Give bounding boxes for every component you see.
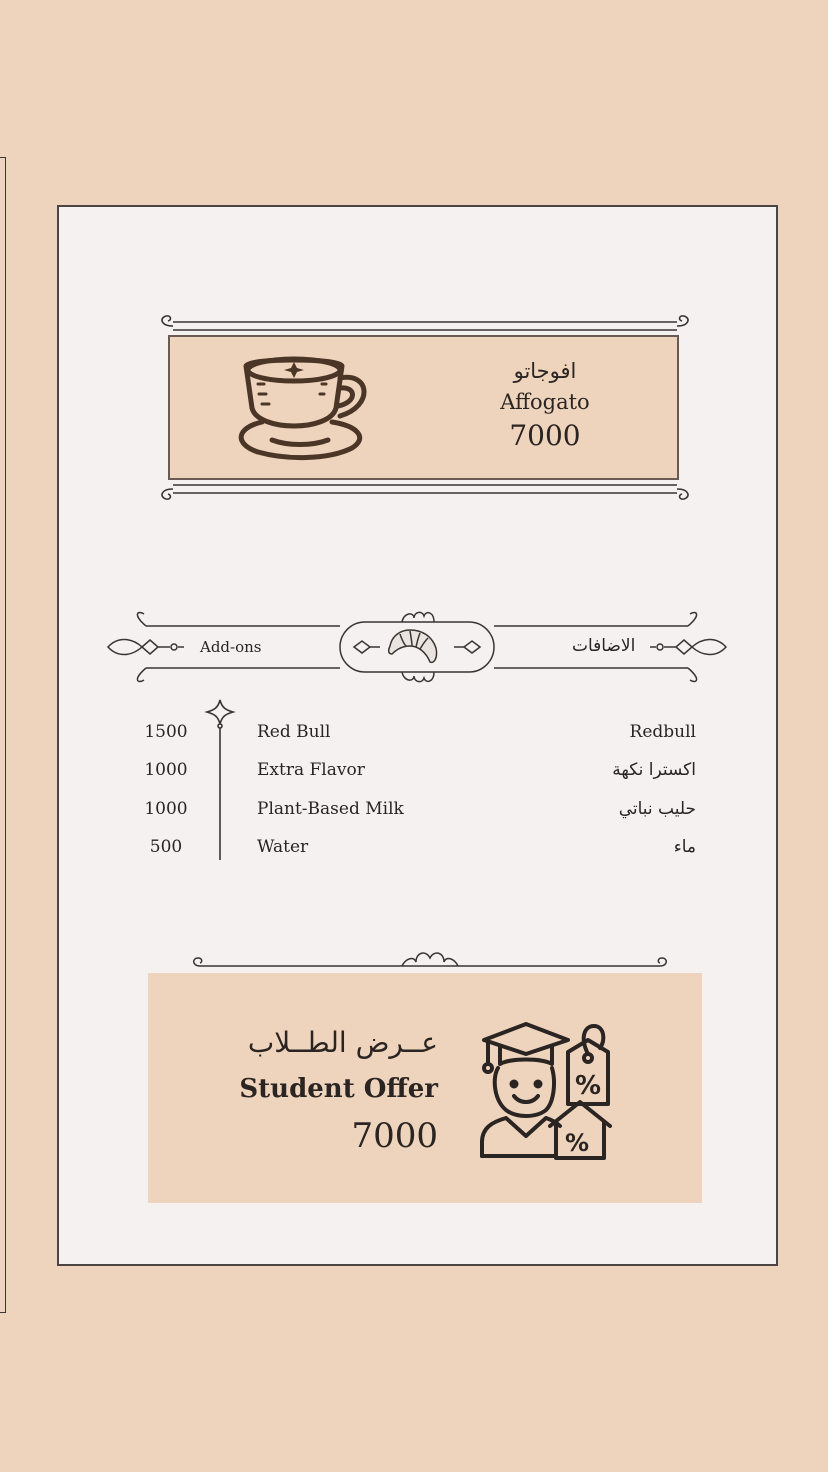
addon-price: 1000 <box>144 799 188 819</box>
offer-name-ar: عــرض الطــلاب <box>247 1026 438 1059</box>
addon-name-ar: حليب نباتي <box>618 799 696 819</box>
addon-row <box>0 755 828 785</box>
addon-name-ar: ماء <box>673 837 696 857</box>
addon-name-en: Water <box>257 837 309 857</box>
addon-row <box>0 794 828 824</box>
student-discount-icon <box>476 1018 618 1164</box>
addon-name-en: Extra Flavor <box>257 760 365 780</box>
addon-name-ar: اكسترا نكهة <box>612 760 696 780</box>
addon-name-ar: Redbull <box>629 722 696 742</box>
featured-name-en: Affogato <box>500 390 590 414</box>
addon-name-en: Plant-Based Milk <box>257 799 404 819</box>
offer-name-en: Student Offer <box>239 1074 438 1104</box>
svg-text:%: % <box>565 1129 590 1157</box>
addon-price: 1000 <box>144 760 188 780</box>
addons-title-en: Add-ons <box>200 638 262 656</box>
student-offer-text <box>239 1020 438 1160</box>
addon-name-en: Red Bull <box>257 722 331 742</box>
offer-top-ornament <box>190 946 670 972</box>
featured-name-ar: افوجاتو <box>513 359 577 383</box>
addon-row <box>0 717 828 747</box>
featured-item-text <box>470 356 620 454</box>
addons-title-ar: الاضافات <box>572 636 636 656</box>
croissant-icon <box>386 626 440 668</box>
addon-price: 1500 <box>144 722 188 742</box>
addon-price: 500 <box>149 837 183 857</box>
svg-text:%: % <box>575 1071 602 1101</box>
addon-row <box>0 832 828 862</box>
featured-price: 7000 <box>509 419 581 452</box>
offer-price: 7000 <box>351 1116 438 1156</box>
coffee-cup-icon <box>232 348 374 466</box>
